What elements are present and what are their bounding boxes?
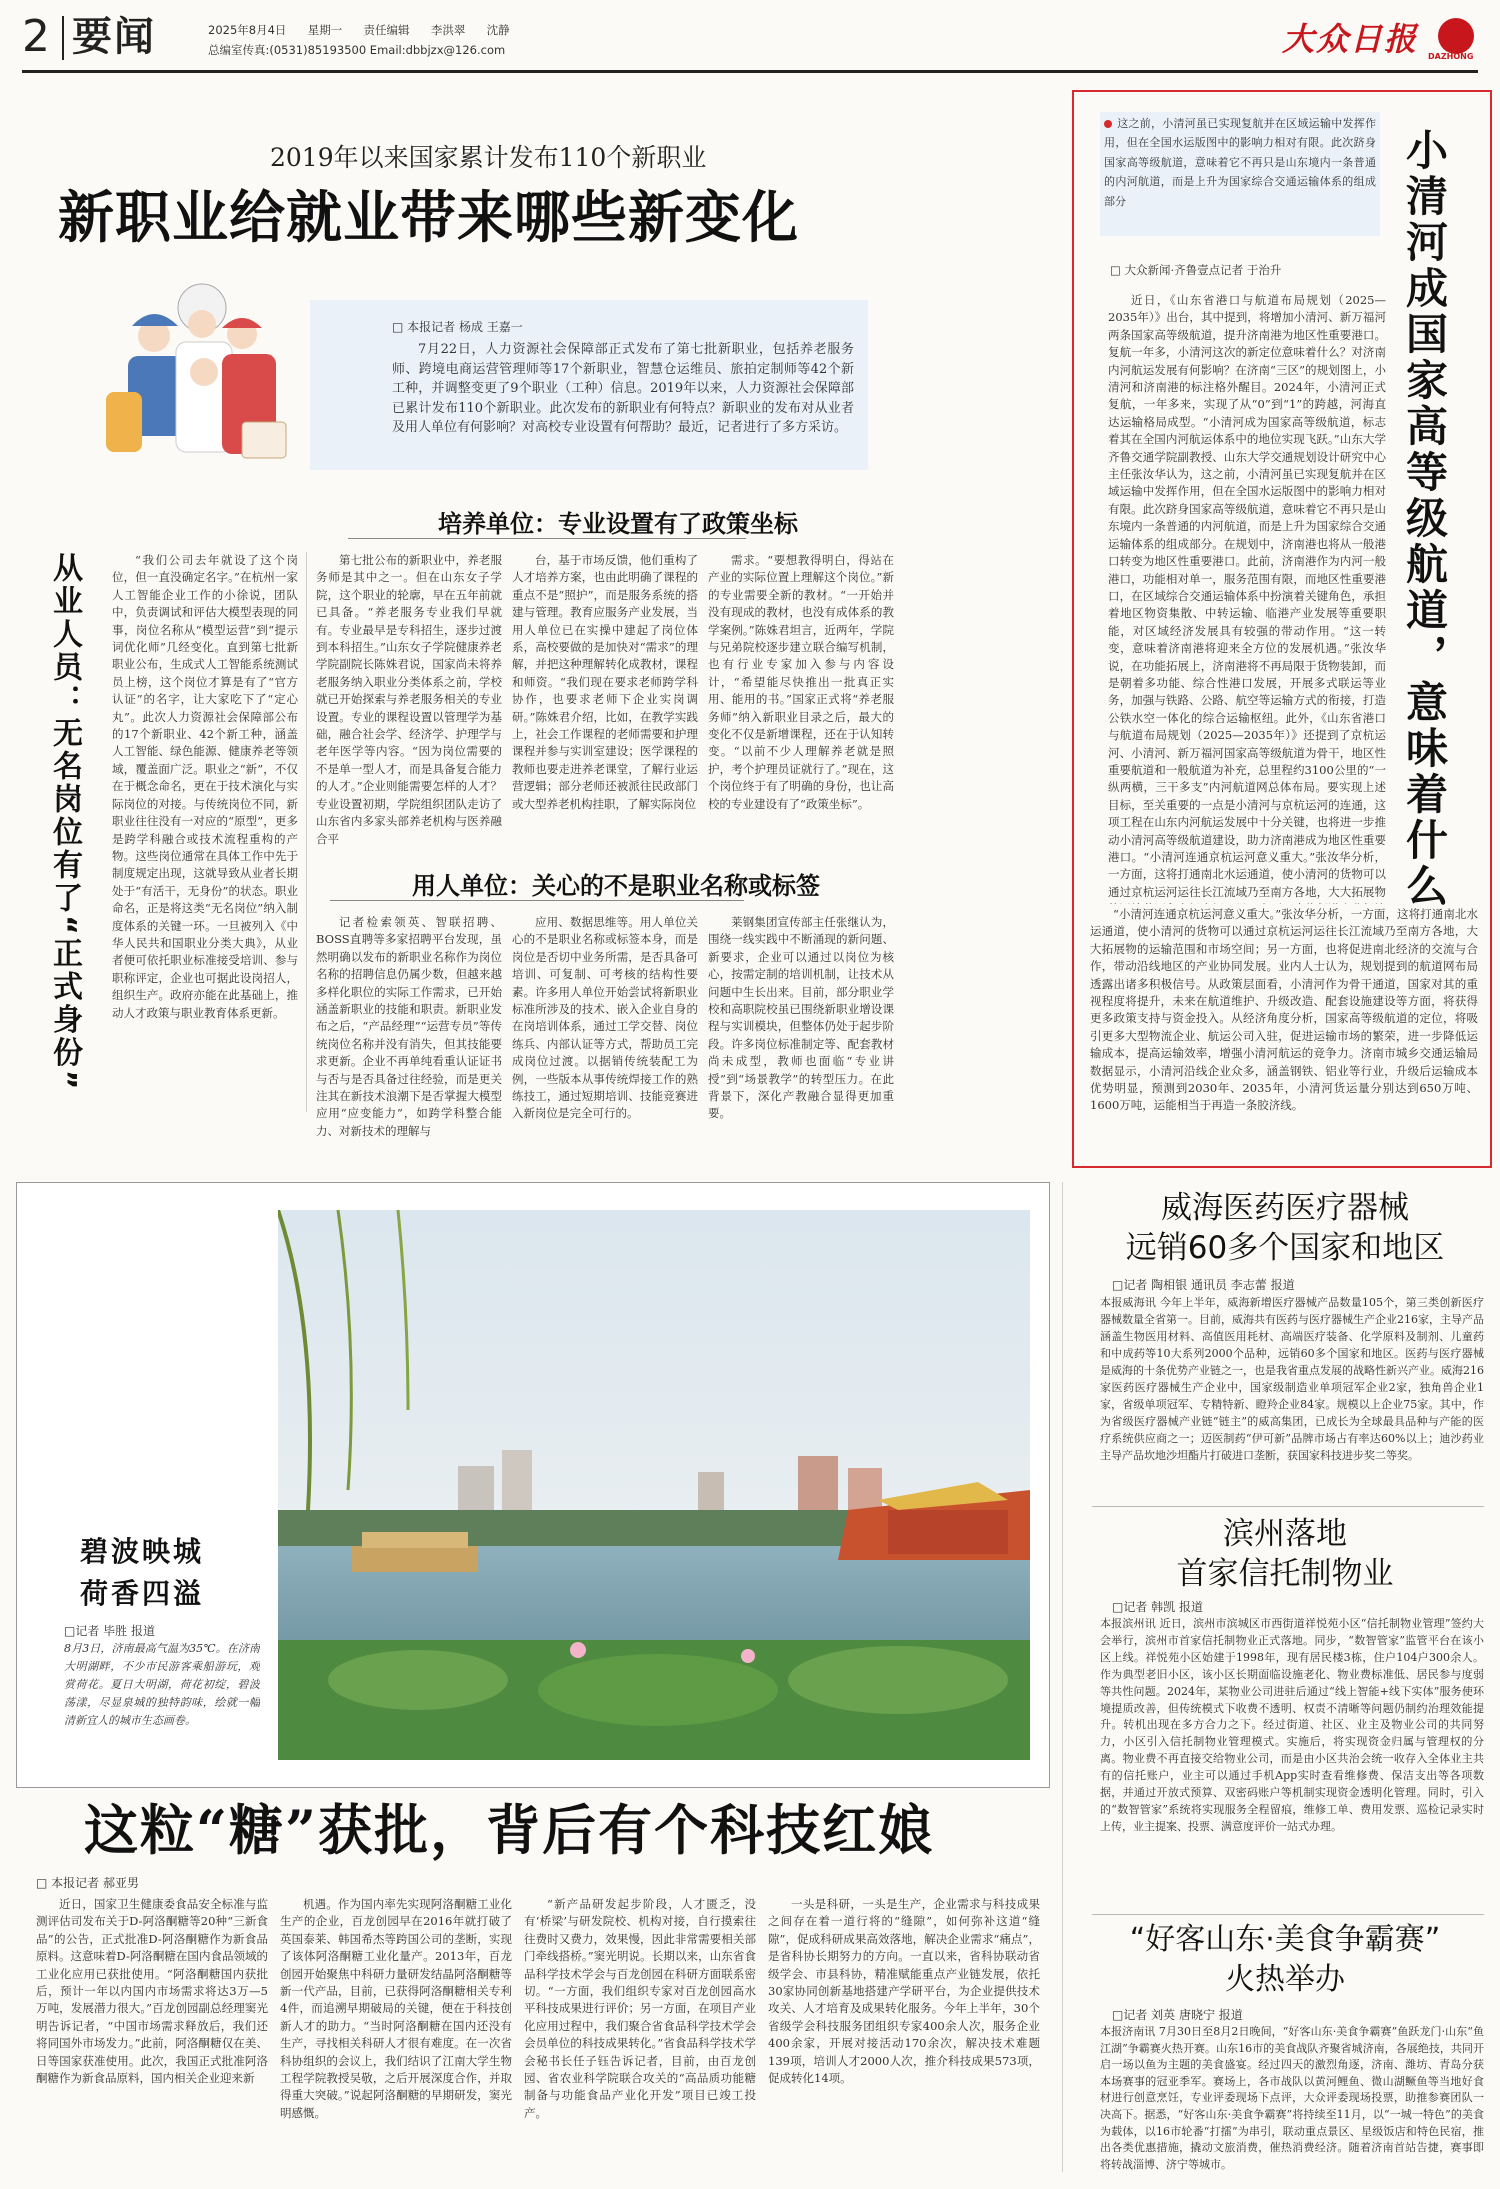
weihai-title-2: 远销60多个国家和地区 (1125, 1230, 1445, 1266)
canal-byline: □ 大众新闻·齐鲁壹点记者 于治升 (1110, 263, 1282, 277)
header-proofreader: 沈静 (486, 23, 510, 37)
lead-side-headline: 从业人员：无名岗位有了“正式身份” (47, 552, 82, 1093)
lead-col-2: 第七批公布的新职业中，养老服务师是其中之一。但在山东女子学院，这个职业的轮廓，早在五年前就已具备。“养老服务专业我们早就有。专业最早是专科招生，逐步过渡到本科招生。”山东女子学院健康养老学院副院长陈姝君说，国家尚未将养老服务纳入职业分类体系之前，学校就已开始探索与养老服务相关的专业设置。专业的课程设置以管理学为基础，融合社会学、经济学、护理学与老年医学等内容。“因为岗位需要的不是单一型人才，而是具备复合能力的人才。”企业则能需要怎样的人才？专业设置初期，学院组织团队走访了山东省内多家头部养老机构与医养融合平 (316, 553, 502, 846)
sugar-byline: □ 本报记者 郝亚男 (36, 1876, 139, 1890)
header-divider (62, 16, 64, 60)
page-number: 2 (22, 11, 50, 62)
canal-summary: 这之前，小清河虽已实现复航并在区域运输中发挥作用，但在全国水运版图中的影响力相对有限。此次跻身国家高等级航道，意味着它不再只是山东境内一条普通的内河航道，而是上升为国家综合交通运输体系的组成部分 (1104, 117, 1376, 208)
binzhou-body: 本报滨州讯 近日，滨州市滨城区市西街道祥悦苑小区“信托制物业管理”签约大会举行，滨州市首家信托制物业正式落地。同步，“数智管家”监管平台在该小区上线。祥悦苑小区始建于1998年，现有居民楼3栋，住户104户300余人。作为典型老旧小区，该小区长期面临设施老化、物业费标准低、居民参与度弱等共性问题。2024年，某物业公司进驻后通过“线上智能+线下实体”服务使环境提质改善，但传统模式下收费不透明、权责不清晰等问题仍制约治理效能提升。转机出现在多方合力之下。经过街道、社区、业主及物业公司的共同努力，小区引入信托制物业管理模式。实施后，将实现资金归属与管理权的分离。物业费不再直接交给物业公司，而是由小区共治会统一收存入全体业主共有的信托账户，业主可以通过手机App实时查看维修费、保洁支出等各项数据，并通过开放式预算、双密码账户等机制实现资金透明化管理。同时，引入的“数智管家”系统将实现服务全程留痕，维修工单、费用发票、巡检记录实时上传，业主提案、投票、满意度评价一站式办理。 (1100, 1617, 1484, 1833)
subhead-rule (330, 900, 744, 901)
lead-subhead-training: 培养单位：专业设置有了政策坐标 (438, 510, 798, 538)
food-title-2: 火热举办 (1225, 1962, 1345, 1997)
canal-body-wide: “小清河连通京杭运河意义重大。”张汝华分析，一方面，这将打通南北水运通道，使小清河的货物可以通过京杭运河运往长江流域乃至南方各地，大大拓展物的运输范围和市场空间；另一方面，也将促进南北经济的交流与合作，带动沿线地区的产业协同发展。业内人士认为，规划提到的航道网布局透露出诸多积极信号。从政策层面看，小清河作为骨干通道，国家对其的重视程度将提升，未来在航道维护、升级改造、配套设施建设等方面，将获得更多政策支持与资金投入。从经济角度分析，国家高等级航道的定位，将吸引更多大型物流企业、航运公司入驻，促进运输市场的繁荣，进一步降低运输成本，提高运输效率，增强小清河航运的竞争力。济南市城乡交通运输局数据显示，小清河沿线企业众多，涵盖钢铁、铝业等行业，升级后运输成本优势明显，预测到2030年、2035年，小清河货运量分别达到650万吨、1600万吨，运能相当于再造一条胶济线。 (1090, 907, 1478, 1113)
sugar-title: 这粒“糖”获批，背后有个科技红娘 (84, 1798, 935, 1862)
lead-col-1: “我们公司去年就设了这个岗位，但一直没确定名字。”在杭州一家人工智能企业工作的小徐说，团队中，负责调试和评估大模型表现的同事，岗位名称从“模型运营”到“提示词优化师”几经变化。直到第七批新职业公布，生成式人工智能系统测试员上榜，这个岗位才算是有了“官方认证”的名字，让大家吃下了“定心丸”。此次人力资源社会保障部公布的17个新职业、42个新工种，涵盖人工智能、绿色能源、健康养老等领域，覆盖面广泛。职业之“新”，不仅在于概念命名，更在于技术演化与实际岗位的对接。与传统岗位不同，新职业往往没有一对应的“原型”，更多是跨学科融合或技术流程重构的产物。这些岗位通常在具体工作中先于制度规定出现，这就导致从业者长期处于“有活干，无身份”的状态。职业命名，正是将这类“无名岗位”纳入制度体系的关键一环。一旦被列入《中华人民共和国职业分类大典》，从业者便可依托职业标准接受培训、参与职称评定，企业也可据此设岗招人，组织生产。政府亦能在此基础上，推动人才政策与职业教育体系更新。 (112, 553, 298, 1020)
food-title-1: “好客山东·美食争霸赛” (1129, 1922, 1441, 1957)
photo-title-2: 荷香四溢 (80, 1577, 205, 1610)
header-weekday: 星期一 (307, 23, 343, 37)
weihai-title-1: 威海医药医疗器械 (1161, 1190, 1409, 1226)
lead-kicker: 2019年以来国家累计发布110个新职业 (270, 143, 707, 172)
weihai-body: 本报威海讯 今年上半年，威海新增医疗器械产品数量105个，第三类创新医疗器械数量全省第一。目前，威海共有医药与医疗器械生产企业216家，主导产品涵盖生物医用材料、高值医用耗材、高端医疗装备、化学原料及制剂、儿童药和中成药等10大系列2000个品种，远销60多个国家和地区。医药与医疗器械是威海的十条优势产业链之一，也是我省重点发展的战略性新兴产业。威海216家医药医疗器械生产企业中，国家级制造业单项冠军企业2家，独角兽企业1家，省级单项冠军、专精特新、瞪羚企业84家。规模以上企业75家。其中，作为省级医疗器械产业链“链主”的威高集团，已成长为全球最具品种与产能的医疗系统供应商之一；迈医制药“伊可新”品牌市场占有率达60%以上；迪沙药业主导产品坎地沙坦酯片打破进口垄断，获国家科技进步奖二等奖。 (1100, 1296, 1484, 1462)
column-divider (306, 552, 307, 1112)
lead-col-4: 需求。“要想教得明白，得站在产业的实际位置上理解这个岗位。”新的专业需要全新的教材。“一开始并没有现成的教材，也没有成体系的教学案例。”陈姝君坦言，近两年，学院与兄弟院校逐步建立联合编写机制，也有行业专家加入参与内容设计，“希望能尽快推出一批真正实用、能用的书。”国家正式将“养老服务师”纳入新职业目录之后，最大的变化不仅是新增课程，还在于认知转变。“以前不少人理解养老就是照护，考个护理员证就行了。”现在，这个岗位终于有了明确的身份，也让高校的专业建设有了“政策坐标”。 (708, 553, 894, 811)
masthead-logo (1282, 14, 1482, 62)
photo-caption: 8月3日，济南最高气温为35℃。在济南大明湖畔，不少市民游客乘船游玩，观赏荷花。夏日大明湖，荷花初绽，碧波荡漾，尽显泉城的独特韵味，绘就一幅清新宜人的城市生态画卷。 (64, 1642, 260, 1727)
header-meta (208, 22, 510, 38)
lead-byline: □ 本报记者 杨成 王嘉一 (392, 320, 523, 334)
brief-divider (1092, 1914, 1484, 1915)
weihai-byline: □记者 陶相银 通讯员 李志蕾 报道 (1112, 1278, 1295, 1292)
header-editor-name: 李洪翠 (430, 23, 466, 37)
header-rule (22, 70, 1478, 73)
food-body: 本报济南讯 7月30日至8月2日晚间，“好客山东·美食争霸赛”鱼跃龙门·山东“鱼江湖”争霸赛火热开赛。山东16市的美食战队齐聚省城济南，各展绝技，共同开启一场以鱼为主题的美食盛宴。经过四天的激烈角逐，济南、潍坊、青岛分获本场赛事的冠亚季军。赛场上，各市战队以黄河鲤鱼、微山湖鳜鱼等当地好食材进行创意烹饪，专业评委现场下点评，大众评委现场投票，助推参赛团队一决高下。据悉，“好客山东·美食争霸赛”将持续至11月，以“一城一特色”的美食为载体，以16市轮番“打擂”为串引，联动重点景区、星级饭店和特色民宿，推出各类优惠措施，撬动文旅消费，催热消费经济。随着济南首站告捷，赛事即将转战淄博、济宁等城市。 (1100, 2025, 1484, 2171)
logo-emblem-icon (1438, 18, 1474, 54)
logo-text: 大众日报 (1282, 20, 1419, 58)
right-column-divider (1062, 1182, 1063, 2172)
lead-col-5: 记者检索领英、智联招聘、BOSS直聘等多家招聘平台发现，虽然明确以发布的新职业名称作为岗位名称的招聘信息仍属少数，但越来越多样化职位的实际工作需求，已开始涵盖新职业的技能和职责。新职业发布之后，“产品经理”“运营专员”等传统岗位名称并没有消失，但其技能要求更新。企业不再单纯看重认证证书与否与是否具备过往经验，而是更关注其在新技术浪潮下是否掌握大模型应用“应变能力”，如跨学科整合能力、对新技术的理解与 (316, 915, 502, 1138)
brief-divider (1092, 1506, 1484, 1507)
lead-col-6: 应用、数据思维等。用人单位关心的不是职业名称或标签本身，而是岗位是否切中业务所需，是否具备可培训、可复制、可考核的结构性要素。许多用人单位开始尝试将新职业标准所涉及的技术、嵌入企业自身的在岗培训体系，通过工学交替、岗位练兵、内部认证等方式，帮助员工完成岗位过渡。以据销传统装配工为例，一些版本从事传统焊接工作的熟练技工，通过短期培训、技能竞赛进入新岗位是完全可行的。 (512, 915, 698, 1121)
binzhou-title-2: 首家信托制物业 (1176, 1556, 1394, 1592)
workers-illustration (92, 272, 300, 482)
lead-intro: 7月22日，人力资源社会保障部正式发布了第七批新职业，包括养老服务师、跨境电商运营管理师等17个新职业，智慧仓运维员、旅拍定制师等42个新工种，并调整变更了9个职业（工种）信息。2019年以来，人力资源社会保障部已累计发布110个新职业。此次发布的新职业有何特点？新职业的发布对从业者及用人单位有何影响？对高校专业设置有何帮助？最近，记者进行了多方采访。 (392, 342, 854, 436)
food-byline: □记者 刘英 唐晓宁 报道 (1112, 2008, 1243, 2022)
lead-col-3: 台，基于市场反馈，他们重构了人才培养方案，也由此明确了课程的重点不是“照护”，而是服务系统的搭建与管理。教育应服务产业发展，当用人单位已在实操中建起了岗位体系，高校要做的是加快对“需求”的理解，并把这种理解转化成教材，课程和师资。“我们现在要求老师跨学科协作，也要求老师下企业实岗调研。”陈姝君介绍，比如，在教学实践上，社会工作课程的老师需要和护理课程并参与实训室建设；医学课程的教师也要走进养老课堂，了解行业运营逻辑；部分老师还被派往民政部门或大型养老机构挂职，了解实际岗位 (512, 553, 698, 811)
sugar-col-4: 一头是科研，一头是生产，企业需求与科技成果之间存在着一道行将的“缝隙”，如何弥补这道“缝隙”，促成科研成果高效落地，解决企业需求“痛点”，是省科协长期努力的方向。一直以来，省科协联动省级学会、市县科协，精准赋能重点产业链发展，依托30家协同创新基地搭建产学研平台，为企业提供技术攻关、人才培育及成果转化服务。今年上半年，30个省级学会科技服务团组织专家400余人次，服务企业400余家，开展对接活动170余次，解决技术难题139项，培训人才2000人次，推介科技成果573项，促成转化14项。 (768, 1897, 1040, 2086)
subhead-rule (348, 538, 746, 539)
canal-body: 近日，《山东省港口与航道布局规划（2025—2035年）》出台，其中提到，将增加小清河、新万福河两条国家高等级航道，提升济南港为地区性重要港口。复航一年多，小清河这次的新定位意味着什么？对济南内河航运发展有何影响？在济南“三区”的规划图上，小清河和济南港的标注格外醒目。2024年，小清河正式复航，一年多来，实现了从“0”到“1”的跨越，河海直达运输格局成型。“小清河成为国家高等级航道，标志着其在全国内河航运体系中的地位实现飞跃。”山东大学齐鲁交通学院副教授、山东大学交通规划设计研究中心主任张汝华认为，这之前，小清河虽已实现复航并在区域运输中发挥作用，但在全国水运版图中的影响力相对有限。此次跻身国家高等级航道，意味着它不再只是山东境内一条普通的内河航道，而是上升为国家综合交通运输体系的组成部分。在规划中，济南港也将从一般港口转变为地区性重要港口。此前，济南港作为内河一般港口，功能相对单一，服务范围有限，而地区性重要港口，在区域综合交通运输体系中扮演着关键角色，承担着地区物资集散、中转运输、临港产业发展等重要职能，对区域经济发展具有较强的带动作用。“这一转变，意味着济南港将迎来全方位的发展机遇。”张汝华说，在功能拓展上，济南港将不再局限于货物装卸，而是朝着多功能、综合性港口发展，开展多式联运等业务，加强与铁路、公路、航空等运输方式的衔接，打造公铁水空一体化的综合运输枢纽。此外，《山东省港口与航道布局规划（2025—2035年）》还提到了京杭运河、小清河、新万福河国家高等级航道为骨干，地区性重要航道和一般航道为补充，总里程约3100公里的“一纵两横，三干多支”内河航道网总体布局。要实现上述目标，至关重要的一点是小清河与京杭运河的连通，这项工程在山东内河航运发展中十分关键，也将进一步推动小清河高等级航道建设，助力济南港成为地区性重要港口。“小清河连通京杭运河意义重大。”张汝华分析，一方面，这将打通南北水运通道，使小清河的货物可以通过京杭运河运往长江流域乃至南方各地，大大拓展物 (1108, 293, 1386, 899)
section-name: 要闻 (72, 14, 156, 60)
header-editor-label: 责任编辑 (363, 23, 410, 37)
binzhou-title-1: 滨州落地 (1223, 1516, 1347, 1552)
sugar-col-1: 近日，国家卫生健康委食品安全标准与监测评估司发布关于D-阿洛酮糖等20种“三新食品”的公告，正式批准D-阿洛酮糖作为新食品原料。这意味着D-阿洛酮糖在国内食品领域的工业化应用已获批使用。“阿洛酮糖国内获批后，预计一年以内国内市场需求将达3万—5万吨，发展潜力很大。”百龙创园副总经理窦光明告诉记者，“中国市场需求释放后，我们还将同国外市场发力。”此前，阿洛酮糖仅在美、日等国家获准使用。此次，我国正式批准阿洛酮糖作为新食品原料，国内相关企业迎来新 (36, 1897, 268, 2086)
canal-title: 小清河成国家高等级航道，意味着什么 (1400, 128, 1449, 910)
lead-subhead-employers: 用人单位：关心的不是职业名称或标签 (412, 872, 820, 900)
photo-title-1: 碧波映城 (80, 1535, 205, 1568)
header-date: 2025年8月4日 (208, 23, 287, 37)
header-contact: 总编室传真:(0531)85193500 Email:dbbjzx@126.com (208, 43, 506, 57)
lead-col-7: 莱钢集团宣传部主任张继认为，围绕一线实践中不断涌现的新问题、新要求，企业可以通过以岗位为核心，按需定制的培训机制，让技术从问题中生长出来。目前，部分职业学校和高职院校虽已围绕新职业增设课程与实训模块，但整体仍处于起步阶段。许多岗位标准制定等、配套教材尚未成型，教师也面临“专业讲授”到“场景教学”的转型压力。在此背景下，深化产教融合显得更加重要。 (708, 915, 894, 1121)
logo-sub: DAZHONG (1428, 52, 1474, 61)
sugar-col-3: “新产品研发起步阶段，人才匮乏，没有‘桥梁’与研发院校、机构对接，自行摸索往往费时又费力，效果慢，因此非常需要相关部门牵线搭桥。”窦光明说。长期以来，山东省食品科学技术学会与百龙创园在科研方面联系密切。“一方面，我们组织专家对百龙创园高水平科技成果进行评价；另一方面，在项目产业化应用过程中，我们聚合省食品科学技术学会会员单位的科技成果转化。”省食品科学技术学会秘书长任子钰告诉记者，目前，由百龙创园、省农业科学院联合攻关的“高品质功能糖制备与功能食品产业化开发”项目已竣工投产。 (524, 1897, 756, 2120)
photo-byline: □记者 毕胜 报道 (64, 1624, 155, 1638)
lead-title: 新职业给就业带来哪些新变化 (58, 186, 799, 251)
sugar-col-2: 机遇。作为国内率先实现阿洛酮糖工业化生产的企业，百龙创园早在2016年就打破了英国泰莱、韩国希杰等跨国公司的垄断，实现了该体阿洛酮糖工业化量产。2013年，百龙创园开始聚焦中科研力量研发结晶阿洛酮糖等新一代产品，目前，已获得阿洛酮糖相关专利4件，而追溯早期破局的关键，便在于科技创新人才的助力。“当时阿洛酮糖在国内还没有生产，寻找相关科研人才很有难度。在一次省科协组织的会议上，我们结识了江南大学生物工程学院教授吴敬，之后开展深度合作，并取得重大突破。”说起阿洛酮糖的早期研发，窦光明感慨。 (280, 1897, 512, 2120)
binzhou-byline: □记者 韩凯 报道 (1112, 1600, 1203, 1614)
daming-lake-photo (278, 1210, 1030, 1760)
